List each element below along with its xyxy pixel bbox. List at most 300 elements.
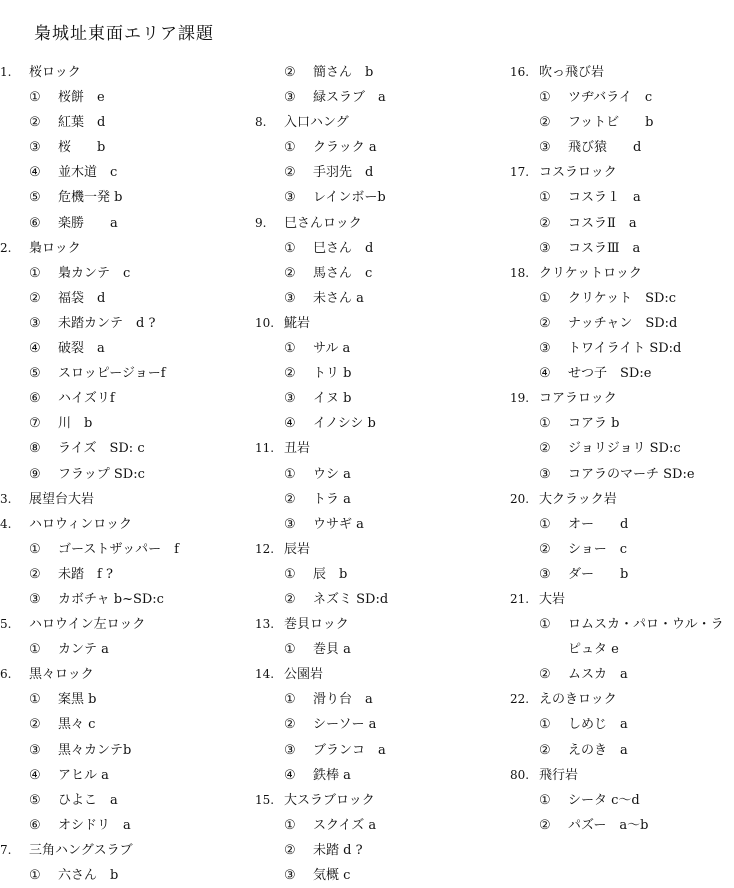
problem-marker: ② xyxy=(284,842,296,858)
problem-name-grade: カボチャ b~SD:c xyxy=(58,591,164,607)
problem-item xyxy=(0,712,255,737)
problem-item xyxy=(255,813,510,838)
problem-marker: ⑨ xyxy=(29,466,41,482)
problem-item xyxy=(510,236,734,261)
problem-item xyxy=(510,462,734,487)
problem-name-grade: オシドリ a xyxy=(58,817,131,833)
area-number: 14. xyxy=(255,667,275,682)
problem-entry xyxy=(29,336,105,361)
problem-entry xyxy=(539,537,627,562)
problem-entry xyxy=(284,135,377,160)
area-name: 大クラック岩 xyxy=(539,491,617,507)
problem-entry xyxy=(539,512,628,537)
problem-marker: ② xyxy=(29,717,41,733)
problem-entry xyxy=(539,562,628,587)
problem-marker: ⑧ xyxy=(29,441,41,457)
problem-marker: ③ xyxy=(539,466,551,482)
problem-marker: ② xyxy=(29,290,41,306)
problem-name-grade: せつ子 SD:e xyxy=(568,366,652,382)
problem-name-grade: 案黒 b xyxy=(58,692,97,708)
problem-name-grade: フラップ SD:c xyxy=(58,466,145,482)
area-heading xyxy=(510,160,734,185)
problem-name-grade: 黒々 c xyxy=(58,717,96,733)
problem-name-grade: 巳さん d xyxy=(313,240,374,256)
problem-entry xyxy=(29,185,122,210)
problem-marker: ② xyxy=(29,566,41,582)
problem-item xyxy=(510,336,734,361)
problem-entry xyxy=(539,211,637,236)
problem-entry xyxy=(284,386,351,411)
area-number: 2. xyxy=(0,240,12,255)
problem-item xyxy=(0,311,255,336)
area-heading xyxy=(0,60,255,85)
problem-item xyxy=(0,562,255,587)
problem-marker: ② xyxy=(539,315,551,331)
problem-item xyxy=(510,185,734,210)
problem-marker: ③ xyxy=(29,742,41,758)
area-number: 80. xyxy=(510,767,530,782)
problem-entry xyxy=(284,687,373,712)
problem-entry xyxy=(539,712,628,737)
problem-name-grade: ウサギ a xyxy=(313,516,364,532)
problem-marker: ③ xyxy=(29,591,41,607)
problem-entry xyxy=(29,386,115,411)
problem-entry xyxy=(29,712,95,737)
problem-marker: ② xyxy=(284,717,296,733)
problem-name-grade: 六さん b xyxy=(58,868,119,883)
problem-name-grade: カンテ a xyxy=(58,642,109,658)
problem-marker: ① xyxy=(539,416,551,432)
problem-entry xyxy=(29,361,166,386)
area-name: 辰岩 xyxy=(284,541,311,557)
problem-marker: ③ xyxy=(284,516,296,532)
area-name: 公園岩 xyxy=(284,667,324,683)
area-name: 巳さんロック xyxy=(284,215,362,231)
problem-marker: ① xyxy=(539,290,551,306)
problem-entry xyxy=(284,738,386,763)
problem-entry xyxy=(29,135,105,160)
problem-name-grade: ツヂバライ c xyxy=(568,90,653,106)
problem-item xyxy=(255,712,510,737)
problem-marker: ① xyxy=(539,617,551,633)
problem-name-grade: 川 b xyxy=(58,416,93,432)
problem-name-grade: 並木道 c xyxy=(58,165,118,181)
problem-entry xyxy=(539,135,641,160)
problem-item xyxy=(255,687,510,712)
area-number: 3. xyxy=(0,491,12,506)
area-number: 21. xyxy=(510,591,530,606)
problem-entry xyxy=(29,411,92,436)
problem-item xyxy=(255,361,510,386)
problem-item xyxy=(510,85,734,110)
problem-marker: ② xyxy=(284,265,296,281)
problem-entry xyxy=(284,411,376,436)
problem-item xyxy=(510,211,734,236)
problem-name-grade: えのき a xyxy=(568,742,628,758)
problem-name-grade: 楽勝 a xyxy=(58,215,118,231)
problem-item xyxy=(510,562,734,587)
problem-marker: ④ xyxy=(29,767,41,783)
area-heading xyxy=(255,788,510,813)
problem-marker: ③ xyxy=(284,190,296,206)
area-name: クリケットロック xyxy=(539,265,642,281)
problem-item xyxy=(510,436,734,461)
problem-marker: ② xyxy=(539,817,551,833)
problem-marker: ③ xyxy=(539,566,551,582)
problem-entry xyxy=(284,286,364,311)
problem-entry xyxy=(284,512,364,537)
area-name: コアラロック xyxy=(539,391,617,407)
problem-marker: ⑤ xyxy=(29,792,41,808)
problem-column-1 xyxy=(0,60,255,888)
problem-item xyxy=(510,612,734,637)
problem-name-grade: サル a xyxy=(313,341,351,357)
problem-item xyxy=(0,336,255,361)
problem-item xyxy=(0,135,255,160)
problem-entry xyxy=(284,863,350,888)
area-heading xyxy=(510,60,734,85)
problem-entry xyxy=(29,587,164,612)
problem-name-grade: コスラⅢ a xyxy=(568,240,641,256)
problem-item xyxy=(255,386,510,411)
area-number: 7. xyxy=(0,842,12,857)
problem-name-grade: クラック a xyxy=(313,140,377,156)
problem-item xyxy=(0,361,255,386)
problem-entry xyxy=(539,411,619,436)
problem-column-2 xyxy=(255,60,510,888)
problem-item xyxy=(510,537,734,562)
problem-item xyxy=(0,286,255,311)
problem-item xyxy=(255,738,510,763)
problem-entry xyxy=(29,562,113,587)
problem-item xyxy=(255,587,510,612)
problem-entry xyxy=(29,813,131,838)
problem-entry xyxy=(29,85,105,110)
problem-item xyxy=(255,411,510,436)
area-heading xyxy=(510,386,734,411)
problem-entry xyxy=(29,537,179,562)
area-heading xyxy=(510,261,734,286)
problem-name-grade: 桜 b xyxy=(58,140,106,156)
problem-item xyxy=(255,160,510,185)
problem-marker: ④ xyxy=(539,366,551,382)
problem-entry xyxy=(29,211,118,236)
problem-item xyxy=(255,336,510,361)
problem-name-grade: 鉄棒 a xyxy=(313,767,351,783)
problem-entry xyxy=(539,662,628,687)
problem-marker: ③ xyxy=(29,315,41,331)
problem-item xyxy=(255,562,510,587)
problem-name-grade: トワイライト SD:d xyxy=(568,341,682,357)
problem-item xyxy=(510,813,734,838)
problem-item xyxy=(0,813,255,838)
problem-item xyxy=(510,512,734,537)
problem-item xyxy=(510,788,734,813)
problem-item xyxy=(0,436,255,461)
problem-name-grade: 緑スラブ a xyxy=(313,90,386,106)
problem-entry xyxy=(29,286,105,311)
area-number: 12. xyxy=(255,541,275,556)
problem-name-grade: コアラ b xyxy=(568,416,620,432)
problem-marker: ① xyxy=(539,792,551,808)
area-name: 展望台大岩 xyxy=(29,491,95,507)
area-heading xyxy=(255,211,510,236)
problem-entry xyxy=(284,160,373,185)
problem-entry xyxy=(539,738,628,763)
problem-name-grade: シーソー a xyxy=(313,717,377,733)
problem-name-grade: 梟カンテ c xyxy=(58,265,131,281)
problem-marker: ⑥ xyxy=(29,215,41,231)
problem-entry xyxy=(29,637,109,662)
problem-item xyxy=(0,637,255,662)
area-number: 5. xyxy=(0,617,12,632)
problem-marker: ② xyxy=(284,491,296,507)
problem-entry xyxy=(284,637,351,662)
area-number: 1. xyxy=(0,65,12,79)
problem-name-grade: 未踏カンテ d ? xyxy=(58,315,156,331)
area-number: 20. xyxy=(510,491,530,506)
problem-entry xyxy=(29,788,118,813)
problem-marker: ② xyxy=(284,165,296,181)
problem-entry xyxy=(284,236,373,261)
area-heading xyxy=(510,687,734,712)
problem-item xyxy=(0,462,255,487)
area-name: 丑岩 xyxy=(284,441,311,457)
problem-marker: ⑥ xyxy=(29,391,41,407)
problem-entry xyxy=(539,612,724,637)
problem-name-grade: 気概 c xyxy=(313,868,351,883)
problem-entry xyxy=(284,562,347,587)
area-heading xyxy=(0,236,255,261)
problem-item xyxy=(0,185,255,210)
problem-entry xyxy=(539,110,653,135)
problem-name-grade: トラ a xyxy=(313,491,351,507)
problem-name-grade: オー d xyxy=(568,516,629,532)
problem-entry xyxy=(29,863,118,888)
area-number: 22. xyxy=(510,692,530,707)
problem-entry xyxy=(539,436,681,461)
problem-name-grade: フットビ b xyxy=(568,115,654,131)
problem-marker: ② xyxy=(539,441,551,457)
problem-marker: ③ xyxy=(284,391,296,407)
problem-item xyxy=(0,537,255,562)
problem-marker: ③ xyxy=(539,341,551,357)
problem-entry xyxy=(29,687,96,712)
problem-entry xyxy=(539,361,651,386)
problem-entry xyxy=(284,185,386,210)
problem-name-grade: しめじ a xyxy=(568,717,628,733)
problem-item xyxy=(255,236,510,261)
problem-item xyxy=(0,738,255,763)
problem-item xyxy=(510,286,734,311)
problem-marker: ⑤ xyxy=(29,366,41,382)
problem-marker: ③ xyxy=(539,240,551,256)
problem-name-grade: シータ c～d xyxy=(568,792,640,808)
area-name: 黒々ロック xyxy=(29,667,94,683)
problem-name-grade: 巻貝 a xyxy=(313,642,351,658)
problem-name-grade: アヒル a xyxy=(58,767,109,783)
problem-item xyxy=(0,788,255,813)
problem-entry xyxy=(29,261,130,286)
area-number: 18. xyxy=(510,265,530,280)
problem-name-grade: 未踏 f ? xyxy=(58,566,113,582)
problem-entry xyxy=(284,813,376,838)
problem-name-grade: ライズ SD: c xyxy=(58,441,145,457)
problem-item xyxy=(510,361,734,386)
problem-item xyxy=(510,738,734,763)
problem-item xyxy=(255,487,510,512)
problem-name-grade: 簡さん b xyxy=(313,65,374,80)
problem-marker: ② xyxy=(539,541,551,557)
problem-name-grade: コスラ１ a xyxy=(568,190,641,206)
problem-entry xyxy=(29,436,145,461)
problem-item xyxy=(0,687,255,712)
problem-marker: ④ xyxy=(29,165,41,181)
problem-entry xyxy=(284,487,351,512)
problem-entry xyxy=(539,185,641,210)
problem-name-grade: 飛び猿 d xyxy=(568,140,642,156)
problem-item xyxy=(255,637,510,662)
area-number: 8. xyxy=(255,115,267,130)
problem-entry xyxy=(284,85,386,110)
problem-name-grade: 福袋 d xyxy=(58,290,106,306)
problem-marker: ① xyxy=(29,692,41,708)
problem-name-grade: クリケット SD:c xyxy=(568,290,677,306)
area-heading xyxy=(255,537,510,562)
problem-name-grade: ひよこ a xyxy=(58,792,118,808)
problem-name-grade: コアラのマーチ SD:e xyxy=(568,466,695,482)
area-number: 11. xyxy=(255,441,275,456)
problem-name-grade: イノシシ b xyxy=(313,416,376,432)
problem-name-grade: 未踏 d ? xyxy=(313,842,363,858)
problem-marker: ① xyxy=(539,717,551,733)
area-heading xyxy=(0,512,255,537)
problem-entry xyxy=(284,336,350,361)
problem-marker: ② xyxy=(539,115,551,131)
problem-marker: ① xyxy=(284,642,296,658)
area-heading xyxy=(255,612,510,637)
problem-entry xyxy=(539,311,677,336)
area-name: 大スラブロック xyxy=(284,792,375,808)
area-heading xyxy=(255,662,510,687)
problem-marker: ⑤ xyxy=(29,190,41,206)
problem-marker: ① xyxy=(29,265,41,281)
problem-marker: ① xyxy=(284,341,296,357)
problem-entry xyxy=(539,336,681,361)
problem-name-grade: 滑り台 a xyxy=(313,692,373,708)
problem-entry xyxy=(284,462,351,487)
area-name: ハロウィンロック xyxy=(29,516,132,532)
problem-marker: ③ xyxy=(284,90,296,106)
problem-name-grade: 手羽先 d xyxy=(313,165,374,181)
problem-entry xyxy=(539,286,676,311)
problem-marker: ② xyxy=(284,591,296,607)
problem-marker: ② xyxy=(284,65,296,80)
area-name: コスラロック xyxy=(539,165,617,181)
problem-name-grade: ブランコ a xyxy=(313,742,386,758)
area-name: 大岩 xyxy=(539,591,566,607)
problem-item xyxy=(255,838,510,863)
problem-marker: ① xyxy=(539,90,551,106)
problem-name-grade: ネズミ SD:d xyxy=(313,591,389,607)
problem-marker: ① xyxy=(284,817,296,833)
problem-name-grade: 危機一発 b xyxy=(58,190,123,206)
problem-marker: ② xyxy=(284,366,296,382)
problem-item xyxy=(510,311,734,336)
problem-marker: ① xyxy=(284,692,296,708)
problem-column-3 xyxy=(510,60,734,838)
problem-item xyxy=(0,386,255,411)
problem-item xyxy=(255,286,510,311)
area-name: 三角ハングスラブ xyxy=(29,842,133,858)
problem-item-continued: ピュタ e xyxy=(568,642,619,658)
problem-name-grade: スクイズ a xyxy=(313,817,377,833)
problem-item xyxy=(255,85,510,110)
problem-marker: ③ xyxy=(539,140,551,156)
problem-marker: ③ xyxy=(284,290,296,306)
problem-entry xyxy=(284,587,388,612)
problem-item xyxy=(255,135,510,160)
problem-entry xyxy=(29,462,145,487)
area-name: 桜ロック xyxy=(29,65,81,80)
problem-item xyxy=(510,662,734,687)
problem-entry xyxy=(284,60,373,85)
area-number: 19. xyxy=(510,391,530,406)
page-title: 梟城址東面エリア課題 xyxy=(34,24,214,44)
problem-item xyxy=(0,863,255,888)
area-number: 9. xyxy=(255,215,267,230)
area-heading xyxy=(0,487,255,512)
problem-item xyxy=(255,863,510,888)
problem-marker: ② xyxy=(539,667,551,683)
problem-item xyxy=(0,411,255,436)
area-number: 17. xyxy=(510,165,530,180)
problem-entry xyxy=(29,311,155,336)
problem-marker: ① xyxy=(539,190,551,206)
problem-marker: ③ xyxy=(284,742,296,758)
problem-item xyxy=(255,60,510,85)
area-heading xyxy=(255,311,510,336)
area-number: 6. xyxy=(0,667,12,682)
problem-name-grade: ダー b xyxy=(568,566,629,582)
problem-name-grade: 馬さん c xyxy=(313,265,373,281)
problem-item xyxy=(0,763,255,788)
problem-name-grade: ウシ a xyxy=(313,466,351,482)
problem-item xyxy=(0,85,255,110)
problem-item xyxy=(0,261,255,286)
area-heading xyxy=(510,763,734,788)
area-number: 16. xyxy=(510,65,530,79)
problem-entry xyxy=(284,712,376,737)
problem-name-grade: 辰 b xyxy=(313,566,348,582)
area-name: 梟ロック xyxy=(29,240,81,256)
problem-entry xyxy=(284,763,351,788)
problem-item xyxy=(255,512,510,537)
area-heading xyxy=(510,487,734,512)
area-name: 入口ハング xyxy=(284,115,349,131)
area-heading xyxy=(0,612,255,637)
problem-marker: ③ xyxy=(29,140,41,156)
problem-name-grade: 破裂 a xyxy=(58,341,105,357)
problem-marker: ① xyxy=(29,541,41,557)
problem-entry xyxy=(29,160,117,185)
problem-item xyxy=(255,462,510,487)
area-heading xyxy=(0,662,255,687)
problem-entry xyxy=(539,236,640,261)
problem-marker: ① xyxy=(29,642,41,658)
area-heading xyxy=(510,587,734,612)
problem-item xyxy=(0,160,255,185)
